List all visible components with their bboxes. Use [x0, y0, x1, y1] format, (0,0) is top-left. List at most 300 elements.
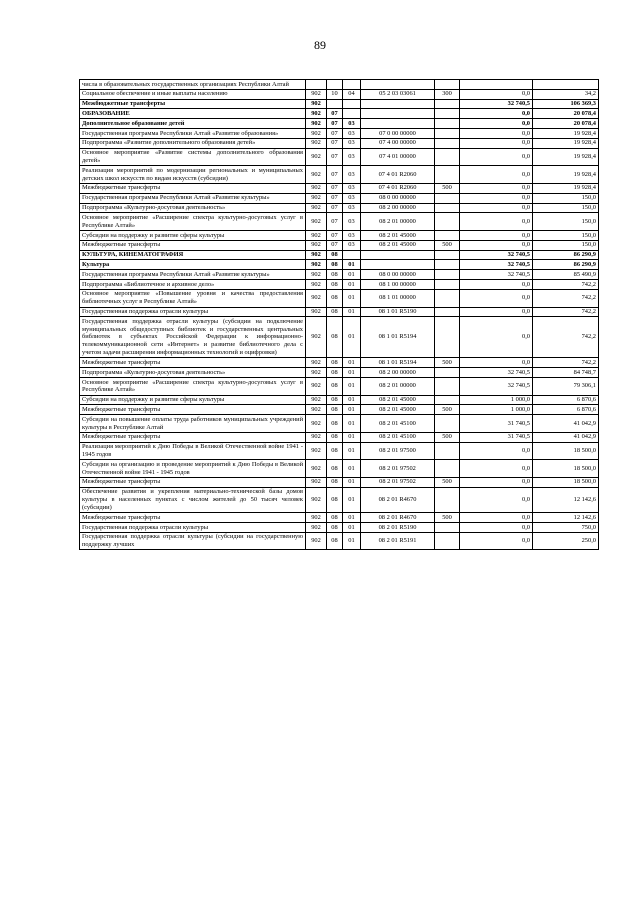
table-row	[80, 260, 599, 270]
row-target-article: 07 4 01 00000	[361, 148, 435, 166]
row-grbs: 902	[306, 460, 327, 478]
row-name: Основное мероприятие «Расширение спектра культурно-досуговых услуг в Республике Алтай»	[80, 378, 306, 396]
row-target-article: 08 2 01 R5191	[361, 532, 435, 550]
row-amount-2: 18 500,0	[533, 442, 599, 460]
row-name: Социальное обеспечение и иные выплаты населению	[80, 89, 306, 99]
table-row	[80, 513, 599, 523]
table-row	[80, 442, 599, 460]
row-grbs: 902	[306, 250, 327, 260]
row-expense-type	[435, 317, 460, 358]
row-subsection: 01	[343, 460, 361, 478]
row-amount-1: 31 740,5	[460, 432, 533, 442]
row-grbs: 902	[306, 477, 327, 487]
row-amount-1: 0,0	[460, 129, 533, 139]
row-expense-type	[435, 289, 460, 307]
table-row	[80, 289, 599, 307]
row-target-article: 08 2 01 45000	[361, 231, 435, 241]
row-grbs: 902	[306, 166, 327, 184]
row-grbs: 902	[306, 231, 327, 241]
row-grbs: 902	[306, 138, 327, 148]
table-row	[80, 213, 599, 231]
row-target-article: 08 2 01 45100	[361, 432, 435, 442]
row-amount-2: 34,2	[533, 89, 599, 99]
row-amount-1: 1 000,0	[460, 405, 533, 415]
row-section: 08	[327, 513, 343, 523]
row-section: 08	[327, 250, 343, 260]
row-subsection	[343, 250, 361, 260]
row-expense-type	[435, 138, 460, 148]
table-row	[80, 231, 599, 241]
row-grbs: 902	[306, 240, 327, 250]
row-name: Реализация мероприятий по модернизации региональных и муниципальных детских школ искусств по видам искусств (субсидии)	[80, 166, 306, 184]
row-amount-1: 0,0	[460, 523, 533, 533]
row-target-article: 08 2 00 00000	[361, 368, 435, 378]
row-amount-1: 0,0	[460, 138, 533, 148]
row-name: Государственная поддержка отрасли культуры (субсидии на подключение муниципальных общедоступных библиотек и государственных центральных библиотек в субъектах Российской Федерации к информационно-телекоммуникационной сети «Интернет» и развитие библиотечного дела с учетом задачи расширения информационных технологий и оцифровки)	[80, 317, 306, 358]
row-target-article: 07 0 00 00000	[361, 129, 435, 139]
row-target-article: 08 2 01 45100	[361, 415, 435, 433]
row-section: 07	[327, 213, 343, 231]
row-target-article: 07 4 01 R2060	[361, 166, 435, 184]
row-section: 08	[327, 532, 343, 550]
table-row	[80, 99, 599, 109]
row-expense-type	[435, 166, 460, 184]
table-row	[80, 203, 599, 213]
row-expense-type	[435, 460, 460, 478]
row-name: Субсидии на поддержку и развитие сферы культуры	[80, 231, 306, 241]
row-name: Подпрограмма «Библиотечное и архивное дело»	[80, 280, 306, 290]
row-amount-1: 0,0	[460, 119, 533, 129]
row-section: 07	[327, 129, 343, 139]
row-name: Культура	[80, 260, 306, 270]
row-amount-1: 0,0	[460, 148, 533, 166]
row-expense-type	[435, 395, 460, 405]
row-section	[327, 99, 343, 109]
table-row	[80, 460, 599, 478]
row-section: 07	[327, 193, 343, 203]
row-amount-2: 86 290,9	[533, 250, 599, 260]
table-row	[80, 183, 599, 193]
row-target-article: 08 2 01 00000	[361, 378, 435, 396]
row-section: 07	[327, 138, 343, 148]
row-section: 08	[327, 523, 343, 533]
row-name: числа в образовательных государственных организациях Республики Алтай	[80, 80, 306, 90]
row-target-article: 08 2 01 45000	[361, 395, 435, 405]
row-amount-1: 32 740,5	[460, 368, 533, 378]
row-amount-2: 86 290,9	[533, 260, 599, 270]
row-subsection: 01	[343, 270, 361, 280]
row-section: 08	[327, 280, 343, 290]
table-row	[80, 317, 599, 358]
row-subsection: 01	[343, 307, 361, 317]
row-expense-type	[435, 307, 460, 317]
table-row	[80, 80, 599, 90]
row-grbs: 902	[306, 358, 327, 368]
row-name: Межбюджетные трансферты	[80, 358, 306, 368]
row-expense-type: 500	[435, 513, 460, 523]
row-amount-2: 19 928,4	[533, 183, 599, 193]
row-expense-type	[435, 532, 460, 550]
row-subsection: 03	[343, 166, 361, 184]
row-subsection: 01	[343, 405, 361, 415]
row-name: Государственная программа Республики Алтай «Развитие культуры»	[80, 270, 306, 280]
row-subsection	[343, 109, 361, 119]
row-amount-2	[533, 80, 599, 90]
row-grbs: 902	[306, 183, 327, 193]
row-name: Межбюджетные трансферты	[80, 99, 306, 109]
row-name: Субсидии на поддержку и развитие сферы культуры	[80, 395, 306, 405]
row-section: 08	[327, 487, 343, 512]
row-amount-1: 0,0	[460, 109, 533, 119]
row-amount-1: 0,0	[460, 280, 533, 290]
row-expense-type: 500	[435, 240, 460, 250]
row-expense-type	[435, 378, 460, 396]
row-expense-type: 500	[435, 405, 460, 415]
table-row	[80, 358, 599, 368]
row-amount-1: 0,0	[460, 289, 533, 307]
row-expense-type	[435, 148, 460, 166]
row-amount-2: 79 306,1	[533, 378, 599, 396]
row-expense-type	[435, 487, 460, 512]
row-target-article	[361, 109, 435, 119]
table-row	[80, 395, 599, 405]
row-section: 08	[327, 358, 343, 368]
row-grbs: 902	[306, 129, 327, 139]
row-name: КУЛЬТУРА, КИНЕМАТОГРАФИЯ	[80, 250, 306, 260]
row-amount-2: 12 142,6	[533, 513, 599, 523]
row-grbs: 902	[306, 270, 327, 280]
row-amount-2: 150,0	[533, 240, 599, 250]
row-name: Подпрограмма «Культурно-досуговая деятельность»	[80, 203, 306, 213]
row-target-article: 08 2 00 00000	[361, 203, 435, 213]
row-amount-1: 32 740,5	[460, 270, 533, 280]
row-amount-2: 742,2	[533, 358, 599, 368]
row-grbs: 902	[306, 395, 327, 405]
row-amount-1: 0,0	[460, 513, 533, 523]
row-amount-1: 0,0	[460, 231, 533, 241]
row-amount-2: 19 928,4	[533, 129, 599, 139]
row-subsection: 01	[343, 358, 361, 368]
row-expense-type: 300	[435, 89, 460, 99]
row-name: Межбюджетные трансферты	[80, 405, 306, 415]
row-expense-type: 500	[435, 358, 460, 368]
row-amount-2: 742,2	[533, 317, 599, 358]
row-grbs: 902	[306, 213, 327, 231]
row-grbs: 902	[306, 289, 327, 307]
row-subsection: 03	[343, 129, 361, 139]
row-expense-type	[435, 368, 460, 378]
row-amount-2: 750,0	[533, 523, 599, 533]
row-name: Межбюджетные трансферты	[80, 183, 306, 193]
row-section: 08	[327, 432, 343, 442]
row-target-article: 08 2 01 97500	[361, 442, 435, 460]
row-name: Основное мероприятие «Расширение спектра культурно-досуговых услуг в Республике Алтай»	[80, 213, 306, 231]
row-name: Государственная поддержка отрасли культуры	[80, 523, 306, 533]
row-expense-type: 500	[435, 183, 460, 193]
row-subsection: 03	[343, 148, 361, 166]
row-target-article: 08 1 01 R5190	[361, 307, 435, 317]
row-grbs: 902	[306, 432, 327, 442]
row-subsection: 01	[343, 289, 361, 307]
table-row	[80, 378, 599, 396]
row-name: Межбюджетные трансферты	[80, 513, 306, 523]
row-target-article	[361, 260, 435, 270]
row-amount-2: 742,2	[533, 307, 599, 317]
row-name: Подпрограмма «Культурно-досуговая деятельность»	[80, 368, 306, 378]
row-expense-type	[435, 213, 460, 231]
row-subsection: 03	[343, 231, 361, 241]
row-grbs: 902	[306, 532, 327, 550]
row-subsection: 03	[343, 203, 361, 213]
row-subsection: 03	[343, 240, 361, 250]
row-subsection: 01	[343, 368, 361, 378]
row-section: 08	[327, 460, 343, 478]
row-name: Субсидии на повышение оплаты труда работников муниципальных учреждений культуры в Республике Алтай	[80, 415, 306, 433]
table-row	[80, 89, 599, 99]
row-amount-2: 150,0	[533, 193, 599, 203]
row-grbs: 902	[306, 378, 327, 396]
row-expense-type	[435, 231, 460, 241]
row-grbs: 902	[306, 307, 327, 317]
row-amount-2: 106 369,3	[533, 99, 599, 109]
table-row	[80, 532, 599, 550]
row-grbs: 902	[306, 415, 327, 433]
row-grbs: 902	[306, 280, 327, 290]
row-expense-type	[435, 109, 460, 119]
row-section: 08	[327, 270, 343, 280]
row-amount-1	[460, 80, 533, 90]
row-expense-type	[435, 270, 460, 280]
row-target-article: 08 2 01 R4670	[361, 513, 435, 523]
row-target-article: 08 1 01 00000	[361, 289, 435, 307]
row-subsection: 01	[343, 532, 361, 550]
row-expense-type	[435, 119, 460, 129]
row-amount-1: 0,0	[460, 213, 533, 231]
row-subsection: 01	[343, 395, 361, 405]
table-row	[80, 119, 599, 129]
row-name: Государственная программа Республики Алтай «Развитие образования»	[80, 129, 306, 139]
row-section: 08	[327, 378, 343, 396]
row-expense-type	[435, 193, 460, 203]
row-grbs: 902	[306, 368, 327, 378]
row-target-article: 08 1 01 R5194	[361, 317, 435, 358]
row-grbs: 902	[306, 405, 327, 415]
row-section: 07	[327, 240, 343, 250]
page-number: 89	[314, 38, 326, 52]
row-name: Государственная поддержка отрасли культуры	[80, 307, 306, 317]
row-expense-type	[435, 442, 460, 460]
row-amount-2: 41 042,9	[533, 415, 599, 433]
row-target-article	[361, 99, 435, 109]
row-amount-2: 150,0	[533, 213, 599, 231]
row-amount-2: 150,0	[533, 231, 599, 241]
row-section: 08	[327, 289, 343, 307]
table-row	[80, 405, 599, 415]
row-target-article: 08 1 00 00000	[361, 280, 435, 290]
row-amount-2: 20 078,4	[533, 109, 599, 119]
row-target-article: 08 2 01 97502	[361, 460, 435, 478]
row-name: Государственная программа Республики Алтай «Развитие культуры»	[80, 193, 306, 203]
row-section: 08	[327, 307, 343, 317]
row-grbs: 902	[306, 317, 327, 358]
row-amount-2: 250,0	[533, 532, 599, 550]
row-subsection: 03	[343, 193, 361, 203]
row-name: Межбюджетные трансферты	[80, 432, 306, 442]
table-row	[80, 109, 599, 119]
row-expense-type	[435, 129, 460, 139]
table-row	[80, 138, 599, 148]
row-name: Основное мероприятие «Развитие системы дополнительного образования детей»	[80, 148, 306, 166]
row-section: 10	[327, 89, 343, 99]
row-target-article: 08 2 01 97502	[361, 477, 435, 487]
row-target-article: 08 1 01 R5194	[361, 358, 435, 368]
row-amount-2: 85 490,9	[533, 270, 599, 280]
row-subsection: 01	[343, 415, 361, 433]
table-row	[80, 193, 599, 203]
row-subsection: 01	[343, 280, 361, 290]
table-row	[80, 432, 599, 442]
row-amount-1: 0,0	[460, 477, 533, 487]
row-name: Обеспечение развития и укрепления материально-технической базы домов культуры в населенных пунктах с числом жителей до 50 тысяч человек (субсидии)	[80, 487, 306, 512]
row-grbs: 902	[306, 442, 327, 460]
table-row	[80, 415, 599, 433]
row-subsection: 01	[343, 442, 361, 460]
row-section: 07	[327, 183, 343, 193]
row-subsection: 03	[343, 213, 361, 231]
row-section: 08	[327, 442, 343, 460]
row-amount-2: 19 928,4	[533, 166, 599, 184]
row-target-article: 08 0 00 00000	[361, 270, 435, 280]
row-section: 07	[327, 109, 343, 119]
table-row	[80, 270, 599, 280]
row-amount-1: 0,0	[460, 203, 533, 213]
row-section: 08	[327, 405, 343, 415]
row-expense-type	[435, 415, 460, 433]
row-grbs: 902	[306, 523, 327, 533]
row-expense-type	[435, 203, 460, 213]
row-subsection: 04	[343, 89, 361, 99]
row-subsection	[343, 99, 361, 109]
row-amount-1: 0,0	[460, 317, 533, 358]
row-amount-1: 0,0	[460, 460, 533, 478]
row-section: 08	[327, 260, 343, 270]
row-target-article: 08 2 01 00000	[361, 213, 435, 231]
row-target-article: 08 2 01 45000	[361, 240, 435, 250]
row-expense-type: 500	[435, 477, 460, 487]
row-target-article	[361, 80, 435, 90]
row-amount-2: 84 748,7	[533, 368, 599, 378]
row-amount-1: 0,0	[460, 442, 533, 460]
row-amount-1: 0,0	[460, 532, 533, 550]
row-subsection: 01	[343, 513, 361, 523]
table-row	[80, 280, 599, 290]
row-amount-1: 0,0	[460, 193, 533, 203]
row-section: 08	[327, 415, 343, 433]
row-subsection: 01	[343, 378, 361, 396]
row-grbs: 902	[306, 119, 327, 129]
row-grbs: 902	[306, 487, 327, 512]
row-section	[327, 80, 343, 90]
row-amount-1: 0,0	[460, 358, 533, 368]
row-name: Реализация мероприятий к Дню Победы в Великой Отечественной войне 1941 - 1945 годов	[80, 442, 306, 460]
row-subsection	[343, 80, 361, 90]
row-target-article: 08 2 01 R5190	[361, 523, 435, 533]
row-expense-type: 500	[435, 432, 460, 442]
row-amount-1: 0,0	[460, 240, 533, 250]
table-row	[80, 487, 599, 512]
row-target-article: 08 0 00 00000	[361, 193, 435, 203]
table-row	[80, 166, 599, 184]
row-amount-2: 19 928,4	[533, 148, 599, 166]
row-name: ОБРАЗОВАНИЕ	[80, 109, 306, 119]
row-expense-type	[435, 99, 460, 109]
row-name: Субсидии на организацию и проведение мероприятий к Дню Победы в Великой Отечественной войне 1941 - 1945 годов	[80, 460, 306, 478]
row-amount-2: 19 928,4	[533, 138, 599, 148]
row-subsection: 03	[343, 119, 361, 129]
row-target-article	[361, 250, 435, 260]
row-name: Межбюджетные трансферты	[80, 477, 306, 487]
row-subsection: 01	[343, 523, 361, 533]
row-grbs: 902	[306, 89, 327, 99]
row-grbs: 902	[306, 260, 327, 270]
row-subsection: 01	[343, 477, 361, 487]
row-section: 08	[327, 477, 343, 487]
row-section: 08	[327, 317, 343, 358]
row-subsection: 03	[343, 138, 361, 148]
row-section: 08	[327, 395, 343, 405]
row-section: 07	[327, 119, 343, 129]
row-amount-2: 41 042,9	[533, 432, 599, 442]
row-amount-1: 32 740,5	[460, 99, 533, 109]
table-row	[80, 523, 599, 533]
row-grbs: 902	[306, 203, 327, 213]
row-target-article	[361, 119, 435, 129]
row-subsection: 01	[343, 317, 361, 358]
row-amount-1: 32 740,5	[460, 250, 533, 260]
row-amount-1: 32 740,5	[460, 260, 533, 270]
row-amount-1: 0,0	[460, 307, 533, 317]
row-target-article: 05 2 03 03061	[361, 89, 435, 99]
row-name: Основное мероприятие «Повышение уровня и качества предоставления библиотечных услуг в Республике Алтай»	[80, 289, 306, 307]
row-section: 07	[327, 148, 343, 166]
row-grbs	[306, 80, 327, 90]
row-section: 08	[327, 368, 343, 378]
row-name: Межбюджетные трансферты	[80, 240, 306, 250]
table-row	[80, 368, 599, 378]
row-expense-type	[435, 250, 460, 260]
row-amount-2: 12 142,6	[533, 487, 599, 512]
row-name: Подпрограмма «Развитие дополнительного образования детей»	[80, 138, 306, 148]
row-subsection: 01	[343, 260, 361, 270]
budget-table	[79, 79, 599, 550]
row-amount-2: 20 078,4	[533, 119, 599, 129]
row-grbs: 902	[306, 513, 327, 523]
row-target-article: 07 4 00 00000	[361, 138, 435, 148]
row-amount-1: 31 740,5	[460, 415, 533, 433]
table-row	[80, 148, 599, 166]
row-amount-2: 150,0	[533, 203, 599, 213]
row-grbs: 902	[306, 193, 327, 203]
row-expense-type	[435, 280, 460, 290]
row-amount-1: 0,0	[460, 89, 533, 99]
row-section: 07	[327, 203, 343, 213]
row-target-article: 08 2 01 45000	[361, 405, 435, 415]
row-section: 07	[327, 166, 343, 184]
row-expense-type	[435, 523, 460, 533]
row-grbs: 902	[306, 148, 327, 166]
row-amount-2: 18 500,0	[533, 477, 599, 487]
table-row	[80, 250, 599, 260]
